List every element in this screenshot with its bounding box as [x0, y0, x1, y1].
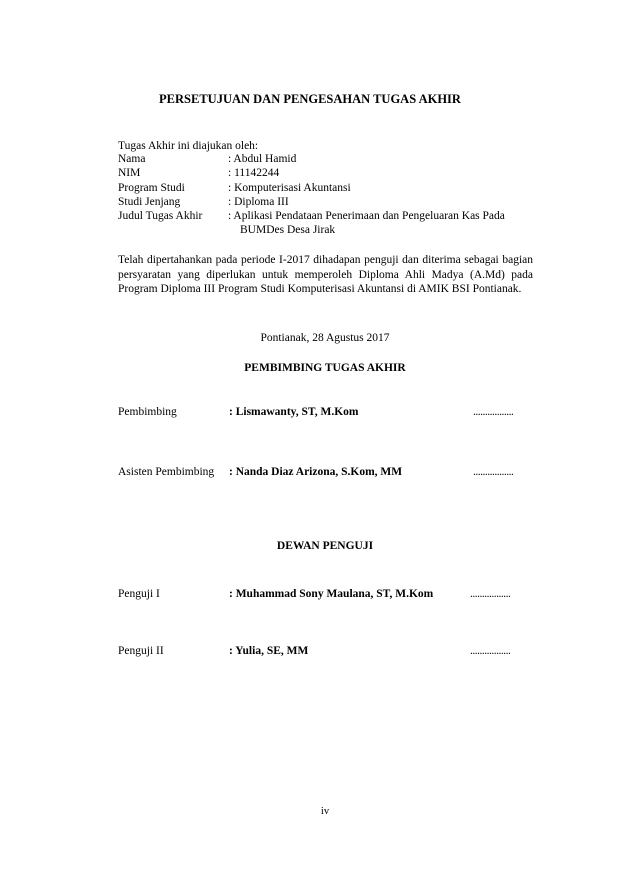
field-label-nama: Nama	[118, 153, 146, 165]
supervisor-role-2: Asisten Pembimbing	[118, 466, 215, 478]
field-value-nama: : Abdul Hamid	[228, 153, 297, 165]
signature-line-1: .................	[473, 406, 514, 418]
approval-paragraph: Telah dipertahankan pada periode I-2017 dihadapan penguji dan diterima sebagai bagian persyaratan yang diperlukan untuk memperoleh Diploma Ahli Madya (A.Md) pada Program Diploma III Program Studi Komputerisasi Akuntansi di AMIK BSI Pontianak.	[118, 254, 533, 296]
page-title: PERSETUJUAN DAN PENGESAHAN TUGAS AKHIR	[159, 92, 461, 106]
field-label-nim: NIM	[118, 167, 141, 179]
field-value-judul-line2: BUMDes Desa Jirak	[240, 224, 336, 236]
examiner-name-2: : Yulia, SE, MM	[229, 645, 309, 657]
submitted-by-text: Tugas Akhir ini diajukan oleh:	[118, 140, 259, 152]
field-value-studi-jenjang: : Diploma III	[228, 196, 289, 208]
supervisor-heading: PEMBIMBING TUGAS AKHIR	[244, 362, 406, 374]
supervisor-name-2: : Nanda Diaz Arizona, S.Kom, MM	[229, 466, 403, 478]
field-value-judul: : Aplikasi Pendataan Penerimaan dan Pengeluaran Kas Pada	[228, 210, 505, 222]
signature-line-4: .................	[470, 645, 511, 657]
signature-line-3: .................	[470, 588, 511, 600]
supervisor-role-1: Pembimbing	[118, 406, 177, 418]
field-value-nim: : 11142244	[228, 167, 280, 179]
examiner-heading: DEWAN PENGUJI	[276, 540, 374, 552]
field-label-judul: Judul Tugas Akhir	[118, 210, 203, 222]
supervisor-name-1: : Lismawanty, ST, M.Kom	[229, 406, 359, 418]
examiner-name-1: : Muhammad Sony Maulana, ST, M.Kom	[229, 588, 434, 600]
examiner-role-2: Penguji II	[118, 645, 164, 657]
field-label-studi-jenjang: Studi Jenjang	[118, 196, 181, 208]
examiner-role-1: Penguji I	[118, 588, 160, 600]
page-number: iv	[320, 806, 330, 817]
signature-line-2: .................	[473, 466, 514, 478]
field-value-program-studi: : Komputerisasi Akuntansi	[228, 182, 351, 194]
field-label-program-studi: Program Studi	[118, 182, 185, 194]
place-date: Pontianak, 28 Agustus 2017	[260, 332, 390, 344]
